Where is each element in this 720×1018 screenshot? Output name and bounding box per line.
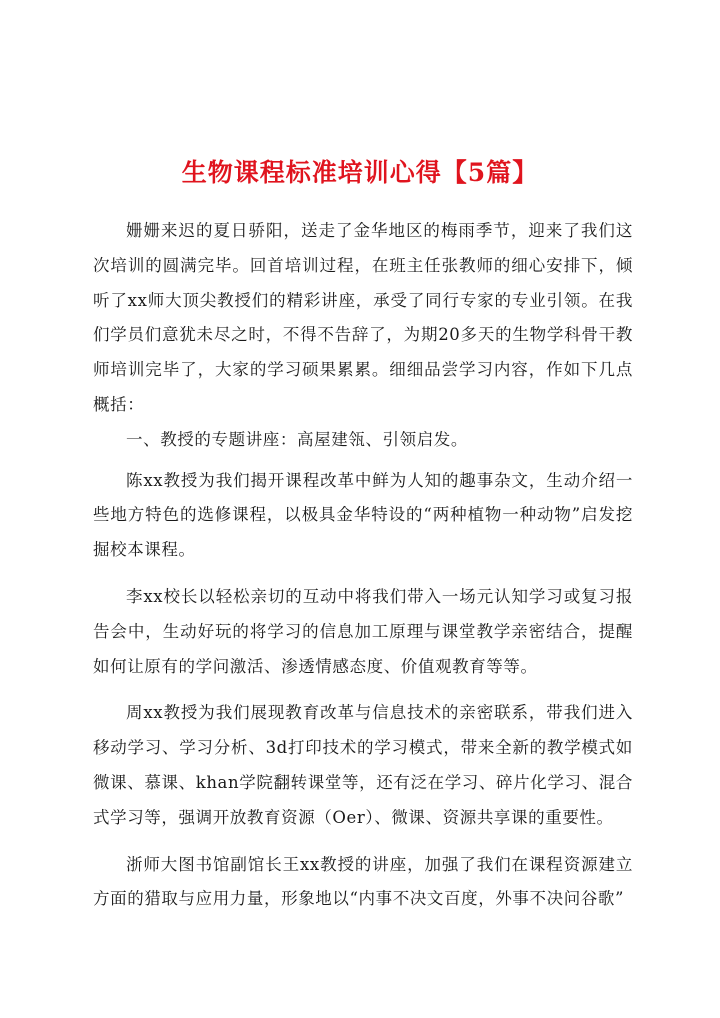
- paragraph-wang: 浙师大图书馆副馆长王xx教授的讲座，加强了我们在课程资源建立方面的猎取与应用力量，形象地以“内事不决文百度，外事不决问谷歌”: [93, 854, 633, 909]
- section-heading-1: 一、教授的专题讲座：高屋建瓴、引领启发。: [126, 429, 468, 449]
- document-body: [93, 214, 633, 929]
- paragraph-chen: 陈xx教授为我们揭开课程改革中鲜为人知的趣事杂文，生动介绍一些地方特色的选修课程，以极具金华特设的“两种植物一种动物”启发挖掘校本课程。: [93, 470, 633, 560]
- paragraph-zhou: 周xx教授为我们展现教育改革与信息技术的亲密联系，带我们进入移动学习、学习分析、3d打印技术的学习模式，带来全新的教学模式如微课、慕课、khan学院翻转课堂等，还有泛在学习、碎片化学习、混合式学习等，强调开放教育资源（Oer）、微课、资源共享课的重要性。: [93, 703, 633, 827]
- document-title: 生物课程标准培训心得【5篇】: [181, 158, 539, 187]
- paragraph-li: 李xx校长以轻松亲切的互动中将我们带入一场元认知学习或复习报告会中，生动好玩的将学习的信息加工原理与课堂教学亲密结合，提醒如何让原有的学问激活、渗透情感态度、价值观教育等等。: [93, 586, 633, 676]
- paragraph-intro: 姗姗来迟的夏日骄阳，送走了金华地区的梅雨季节，迎来了我们这次培训的圆满完毕。回首培训过程，在班主任张教师的细心安排下，倾听了xx师大顶尖教授们的精彩讲座，承受了同行专家的专业引领。在我们学员们意犹未尽之时，不得不告辞了，为期20多天的生物学科骨干教师培训完毕了，大家的学习硕果累累。细细品尝学习内容，作如下几点概括：: [93, 221, 633, 414]
